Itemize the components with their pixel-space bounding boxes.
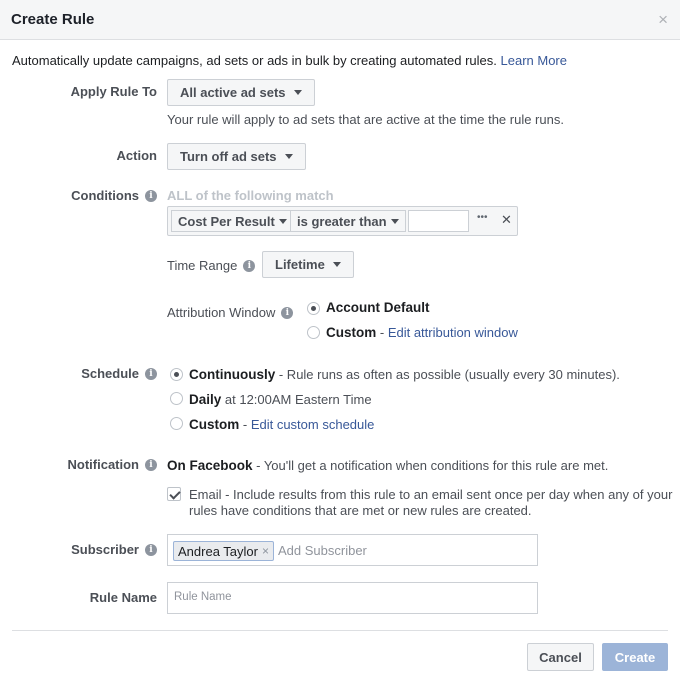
attribution-custom-radio[interactable] — [307, 326, 320, 339]
info-icon[interactable]: i — [243, 260, 255, 272]
schedule-label: Schedule i — [81, 366, 157, 381]
create-button[interactable]: Create — [602, 643, 668, 671]
info-icon[interactable]: i — [145, 368, 157, 380]
attribution-window-label: Attribution Window i — [167, 305, 293, 320]
condition-value-input[interactable] — [408, 210, 469, 232]
edit-attribution-link[interactable]: Edit attribution window — [387, 325, 518, 340]
footer-divider — [12, 630, 668, 631]
info-icon[interactable]: i — [281, 307, 293, 319]
close-icon[interactable]: × — [658, 10, 668, 29]
remove-subscriber-icon[interactable]: × — [261, 544, 269, 558]
email-checkbox[interactable] — [167, 487, 181, 501]
facebook-notification-text: On Facebook - You'll get a notification when conditions for this rule are met. — [167, 458, 609, 473]
schedule-custom-radio[interactable] — [170, 417, 183, 430]
conditions-label: Conditions i — [71, 188, 157, 203]
subscriber-token — [173, 541, 274, 561]
attribution-custom-option: Custom - Edit attribution window — [326, 325, 518, 340]
time-range-value: Lifetime — [275, 257, 325, 272]
schedule-daily-option: Daily at 12:00AM Eastern Time — [189, 392, 372, 407]
edit-custom-schedule-link[interactable]: Edit custom schedule — [250, 417, 375, 432]
more-options-icon[interactable]: ••• — [477, 212, 488, 223]
time-range-label: Time Range i — [167, 258, 255, 273]
subscriber-placeholder: Add Subscriber — [278, 543, 367, 558]
time-range-dropdown[interactable] — [262, 251, 354, 278]
caret-down-icon — [279, 219, 287, 224]
dialog-title: Create Rule — [11, 11, 95, 28]
info-icon[interactable]: i — [145, 459, 157, 471]
subscriber-token-label: Andrea Taylor — [178, 543, 258, 559]
schedule-daily-radio[interactable] — [170, 392, 183, 405]
attribution-default-radio[interactable] — [307, 302, 320, 315]
condition-metric-value: Cost Per Result — [178, 213, 275, 229]
condition-operator-value: is greater than — [297, 213, 387, 229]
schedule-continuously-radio[interactable] — [170, 368, 183, 381]
apply-rule-value: All active ad sets — [180, 85, 286, 100]
schedule-continuously-option: Continuously - Rule runs as often as possible (usually every 30 minutes). — [189, 367, 620, 382]
attribution-default-option: Account Default — [326, 300, 430, 315]
info-icon[interactable]: i — [145, 190, 157, 202]
caret-down-icon — [333, 262, 341, 267]
apply-rule-help: Your rule will apply to ad sets that are active at the time the rule runs. — [167, 112, 564, 127]
intro-text — [12, 53, 567, 68]
email-notification-line2: rules have conditions that are met or new rules are created. — [189, 503, 532, 518]
rule-name-input[interactable] — [167, 582, 538, 614]
cancel-button[interactable]: Cancel — [527, 643, 594, 671]
conditions-match-text: ALL of the following match — [167, 188, 334, 203]
caret-down-icon — [285, 154, 293, 159]
notification-label: Notification i — [68, 457, 158, 472]
dialog-header — [0, 0, 680, 40]
rule-name-placeholder: Rule Name — [174, 591, 232, 603]
learn-more-link[interactable]: Learn More — [500, 53, 567, 68]
info-icon[interactable]: i — [145, 544, 157, 556]
subscriber-label: Subscriber i — [71, 542, 157, 557]
action-value: Turn off ad sets — [180, 149, 277, 164]
condition-metric-dropdown[interactable] — [171, 210, 294, 232]
condition-operator-dropdown[interactable] — [290, 210, 406, 232]
action-dropdown[interactable] — [167, 143, 306, 170]
apply-rule-dropdown[interactable] — [167, 79, 315, 106]
caret-down-icon — [391, 219, 399, 224]
condition-row — [167, 206, 518, 236]
rule-name-label: Rule Name — [89, 590, 157, 605]
schedule-custom-option: Custom - Edit custom schedule — [189, 417, 375, 432]
caret-down-icon — [294, 90, 302, 95]
action-label: Action — [116, 148, 157, 163]
email-notification-line1: Email - Include results from this rule to an email sent once per day when any of your — [189, 487, 673, 502]
subscriber-input[interactable] — [167, 534, 538, 566]
apply-rule-label: Apply Rule To — [70, 84, 157, 99]
intro-description: Automatically update campaigns, ad sets or ads in bulk by creating automated rules. — [12, 53, 497, 68]
remove-condition-icon[interactable]: ✕ — [501, 212, 512, 227]
